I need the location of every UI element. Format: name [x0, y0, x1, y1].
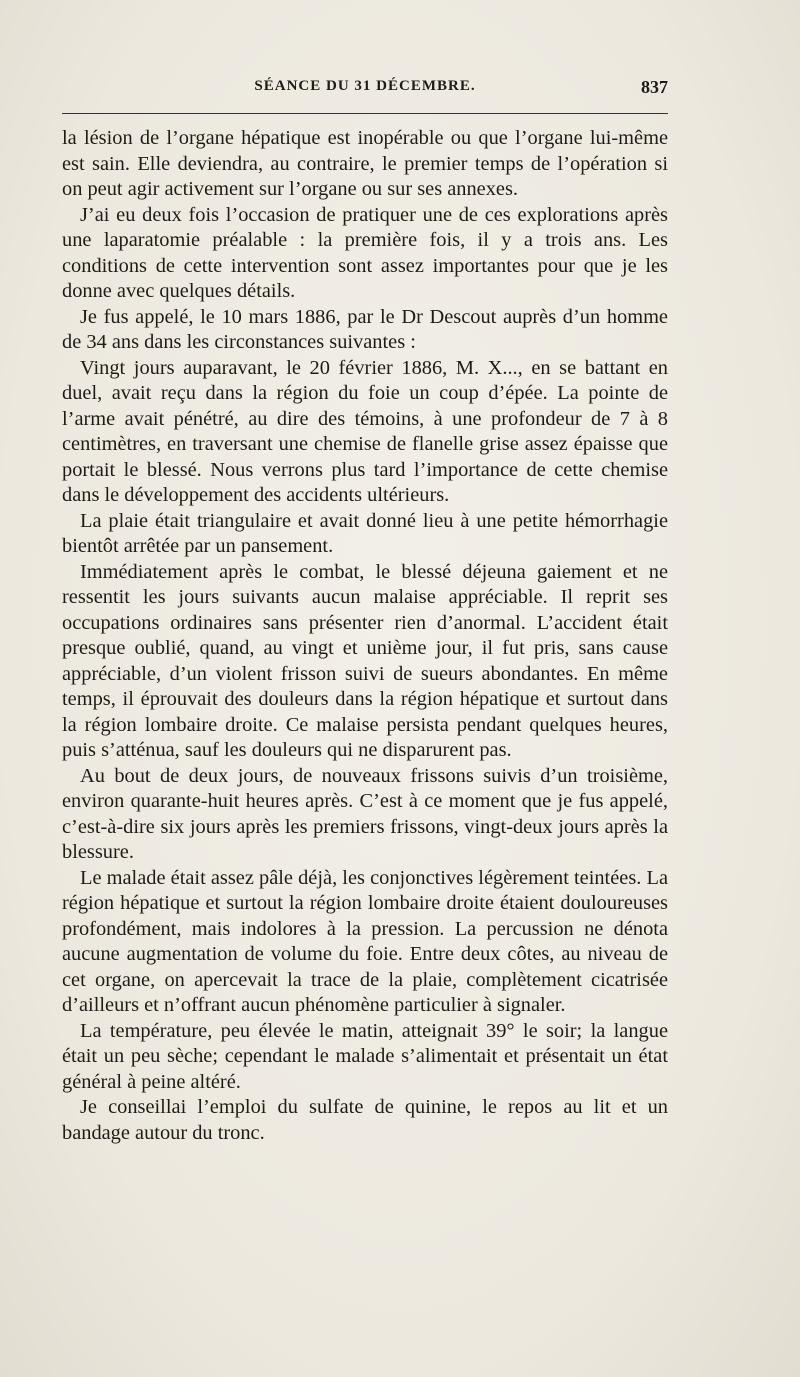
- paragraph: Je conseillai l’emploi du sulfate de quinine, le repos au lit et un bandage autour du tronc.: [62, 1096, 668, 1144]
- paragraph: J’ai eu deux fois l’occasion de pratiquer une de ces explorations après une laparatomie préalable : la première fois, il y a trois ans. Les conditions de cette intervention sont assez importantes pour que je les donne avec quelques détails.: [62, 203, 668, 302]
- paragraph: Je fus appelé, le 10 mars 1886, par le Dr Descout auprès d’un homme de 34 ans dans les circonstances suivantes :: [62, 305, 668, 353]
- running-title: SÉANCE DU 31 DÉCEMBRE.: [254, 78, 476, 94]
- page-number: 837: [641, 77, 668, 97]
- paragraph: Vingt jours auparavant, le 20 février 1886, M. X..., en se battant en duel, avait reçu dans la région du foie un coup d’épée. La pointe de l’arme avait pénétré, au dire des témoins, à une profondeur de 7 à 8 centimètres, en traversant une chemise de flanelle grise assez épaisse que portait le blessé. Nous verrons plus tard l’importance de cette chemise dans le développement des accidents ultérieurs.: [62, 356, 668, 506]
- paragraph: Au bout de deux jours, de nouveaux frissons suivis d’un troisième, environ quarante-huit heures après. C’est à ce moment que je fus appelé, c’est-à-dire six jours après les premiers frissons, vingt-deux jours après la blessure.: [62, 764, 668, 863]
- paragraph: Le malade était assez pâle déjà, les conjonctives légèrement teintées. La région hépatique et surtout la région lombaire droite étaient douloureuses profondément, mais indolores à la pression. La percussion ne dénota aucune augmentation de volume du foie. Entre deux côtes, au niveau de cet organe, on apercevait la trace de la plaie, complètement cicatrisée d’ailleurs et n’offrant aucun phénomène particulier à signaler.: [62, 866, 668, 1016]
- body-text: [62, 126, 668, 1146]
- paragraph: La température, peu élevée le matin, atteignait 39° le soir; la langue était un peu sèche; cependant le malade s’alimentait et présentait un état général à peine altéré.: [62, 1019, 668, 1093]
- paragraph: La plaie était triangulaire et avait donné lieu à une petite hémorrhagie bientôt arrêtée par un pansement.: [62, 509, 668, 557]
- header-rule: [62, 113, 668, 114]
- paragraph: la lésion de l’organe hépatique est inopérable ou que l’organe lui-même est sain. Elle deviendra, au contraire, le premier temps de l’opération si on peut agir activement sur l’organe ou sur ses annexes.: [62, 127, 668, 200]
- paragraph: Immédiatement après le combat, le blessé déjeuna gaiement et ne ressentit les jours suivants aucun malaise appréciable. Il reprit ses occupations ordinaires sans présenter rien d’anormal. L’accident était presque oublié, quand, au vingt et unième jour, il fut pris, sans cause appréciable, d’un violent frisson suivi de sueurs abondantes. En même temps, il éprouvait des douleurs dans la région hépatique et surtout dans la région lombaire droite. Ce malaise persista pendant quelques heures, puis s’atténua, sauf les douleurs qui ne disparurent pas.: [62, 560, 668, 761]
- running-head: [62, 78, 668, 100]
